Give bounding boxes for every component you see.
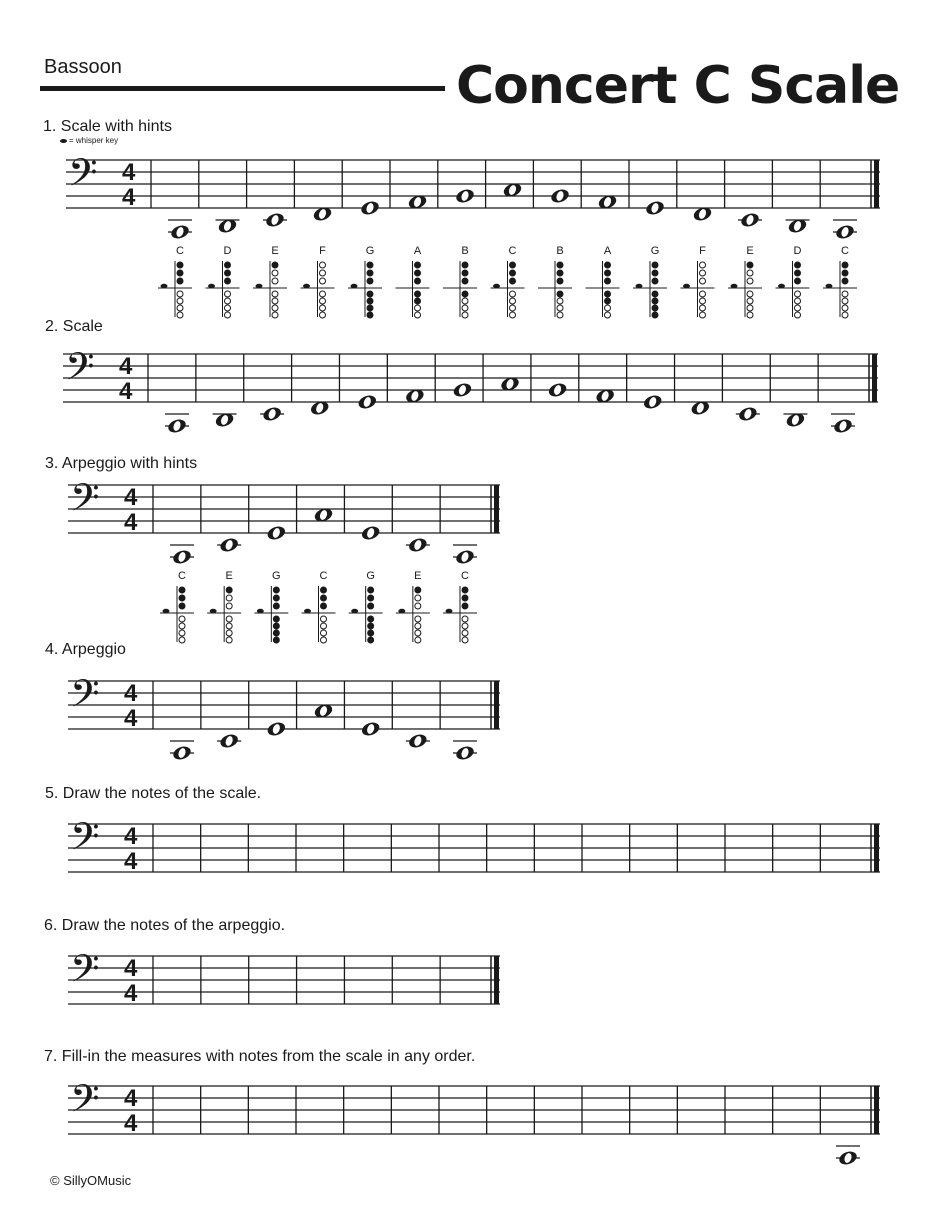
fingering-hole <box>842 312 848 318</box>
fingering-hole <box>462 278 468 284</box>
fingering-hole <box>179 587 185 593</box>
whisper-key-icon <box>446 609 453 613</box>
fingering-chart <box>396 586 430 643</box>
fingering-hole <box>177 262 183 268</box>
fingering-hole <box>605 278 611 284</box>
whole-note <box>359 199 380 216</box>
fingering-hole <box>605 298 611 304</box>
bass-clef-icon: 𝄢 <box>70 672 100 724</box>
fingering-hole <box>368 595 374 601</box>
whole-note <box>262 405 283 422</box>
whisper-key-icon <box>731 284 738 288</box>
fingering-hole <box>700 298 706 304</box>
fingering-hole <box>272 305 278 311</box>
fingering-hole <box>321 595 327 601</box>
bass-clef-icon: 𝄢 <box>70 476 100 528</box>
time-signature-top: 4 <box>119 353 133 380</box>
fingering-chart <box>207 586 241 643</box>
fingering-hole <box>795 262 801 268</box>
fingering-hole <box>415 630 421 636</box>
fingering-hole <box>795 270 801 276</box>
fingering-hole <box>321 587 327 593</box>
whole-note <box>644 199 665 216</box>
fingering-label: D <box>793 245 802 257</box>
fingering-hole <box>226 630 232 636</box>
fingering-hole <box>415 312 421 318</box>
staff-1 <box>66 151 880 318</box>
instrument-name: Bassoon <box>44 56 122 78</box>
fingering-chart <box>443 261 477 318</box>
fingering-hole <box>842 298 848 304</box>
fingering-hole <box>747 262 753 268</box>
fingering-hole <box>273 630 279 636</box>
fingering-hole <box>225 262 231 268</box>
whisper-key-icon <box>351 609 358 613</box>
fingering-hole <box>320 298 326 304</box>
whole-note <box>834 223 855 240</box>
fingering-hole <box>368 587 374 593</box>
fingering-chart <box>776 261 810 318</box>
final-barline-thick <box>874 1086 879 1134</box>
fingering-chart <box>206 261 240 318</box>
whisper-key-icon <box>778 284 785 288</box>
fingering-hole <box>320 262 326 268</box>
whisper-key-icon <box>163 609 170 613</box>
fingering-hole <box>557 262 563 268</box>
fingering-chart <box>158 261 192 318</box>
bass-clef-icon: 𝄢 <box>70 1077 100 1129</box>
fingering-hole <box>179 595 185 601</box>
fingering-hole <box>179 623 185 629</box>
fingering-hole <box>462 305 468 311</box>
whole-note <box>171 744 192 761</box>
fingering-hole <box>273 587 279 593</box>
whole-note <box>360 720 381 737</box>
fingering-hole <box>462 623 468 629</box>
fingering-hole <box>272 298 278 304</box>
fingering-label: F <box>319 245 326 257</box>
section-5-label: 5. Draw the notes of the scale. <box>45 785 262 802</box>
whisper-key-icon <box>161 284 168 288</box>
fingering-hole <box>177 291 183 297</box>
fingering-hole <box>179 603 185 609</box>
whole-note <box>547 381 568 398</box>
fingering-hole <box>510 298 516 304</box>
legend-text: = whisper key <box>69 136 119 145</box>
fingering-hole <box>273 616 279 622</box>
fingering-hole <box>177 298 183 304</box>
fingering-chart <box>443 586 477 643</box>
fingering-hole <box>273 637 279 643</box>
fingering-hole <box>842 305 848 311</box>
fingering-hole <box>225 270 231 276</box>
whisper-key-icon <box>683 284 690 288</box>
fingering-hole <box>273 603 279 609</box>
fingering-hole <box>652 262 658 268</box>
fingering-chart <box>254 586 288 643</box>
bass-clef-icon: 𝄢 <box>70 947 100 999</box>
time-signature-bottom: 4 <box>122 184 136 211</box>
fingering-hole <box>225 291 231 297</box>
fingering-hole <box>225 312 231 318</box>
fingering-chart <box>633 261 667 318</box>
whole-note <box>219 732 240 749</box>
fingering-hole <box>747 298 753 304</box>
whole-note <box>454 744 475 761</box>
fingering-hole <box>321 623 327 629</box>
fingering-hole <box>795 278 801 284</box>
fingering-hole <box>510 312 516 318</box>
fingering-label: E <box>225 570 233 582</box>
fingering-label: B <box>461 245 469 257</box>
staff-2 <box>63 345 878 435</box>
fingering-hole <box>652 278 658 284</box>
whole-note <box>266 720 287 737</box>
fingering-hole <box>557 312 563 318</box>
whole-note <box>739 211 760 228</box>
fingering-hole <box>415 595 421 601</box>
fingering-hole <box>652 312 658 318</box>
fingering-hole <box>462 603 468 609</box>
fingering-hole <box>368 630 374 636</box>
fingering-hole <box>415 278 421 284</box>
whole-note <box>737 405 758 422</box>
fingering-hole <box>272 270 278 276</box>
time-signature-bottom: 4 <box>124 848 138 875</box>
whisper-key-icon <box>256 284 263 288</box>
fingering-chart <box>253 261 287 318</box>
fingering-hole <box>462 616 468 622</box>
fingering-label: E <box>746 245 754 257</box>
fingering-hole <box>605 305 611 311</box>
section-4-label: 4. Arpeggio <box>45 641 126 658</box>
fingering-label: G <box>650 245 660 257</box>
fingering-hole <box>605 291 611 297</box>
fingering-hole <box>652 298 658 304</box>
fingering-label: D <box>223 245 232 257</box>
time-signature-top: 4 <box>124 823 138 850</box>
section-6-label: 6. Draw the notes of the arpeggio. <box>44 917 286 934</box>
fingering-hole <box>368 616 374 622</box>
final-barline-thick <box>874 160 879 208</box>
fingering-hole <box>605 312 611 318</box>
fingering-hole <box>321 630 327 636</box>
whisper-key-icon <box>208 284 215 288</box>
fingering-hole <box>179 630 185 636</box>
fingering-label: F <box>699 245 706 257</box>
fingering-chart <box>349 586 383 643</box>
fingering-chart <box>302 586 336 643</box>
fingering-label: C <box>461 570 469 582</box>
time-signature-bottom: 4 <box>124 705 138 732</box>
fingering-chart <box>160 586 194 643</box>
fingering-hole <box>367 305 373 311</box>
time-signature-bottom: 4 <box>124 1110 138 1137</box>
fingering-chart <box>396 261 430 318</box>
whole-note <box>360 524 381 541</box>
fingering-hole <box>842 278 848 284</box>
fingering-hole <box>367 298 373 304</box>
fingering-label: A <box>413 245 422 257</box>
staff-4 <box>68 672 500 762</box>
bass-clef-icon: 𝄢 <box>68 151 98 203</box>
fingering-hole <box>605 262 611 268</box>
final-barline-thick <box>494 956 499 1004</box>
fingering-hole <box>272 262 278 268</box>
fingering-hole <box>415 637 421 643</box>
fingering-hole <box>415 305 421 311</box>
page-title: Concert C Scale <box>456 56 900 116</box>
staff-3 <box>68 476 500 643</box>
fingering-label: E <box>271 245 279 257</box>
whisper-key-icon <box>493 284 500 288</box>
fingering-hole <box>747 312 753 318</box>
fingering-hole <box>415 270 421 276</box>
whole-note <box>407 732 428 749</box>
whole-note <box>266 524 287 541</box>
fingering-hole <box>510 270 516 276</box>
fingering-label: G <box>365 245 375 257</box>
fingering-hole <box>462 298 468 304</box>
fingering-hole <box>415 298 421 304</box>
whole-note <box>454 548 475 565</box>
fingering-chart <box>538 261 572 318</box>
whisper-key-icon <box>398 609 405 613</box>
whole-note <box>357 393 378 410</box>
fingering-hole <box>320 270 326 276</box>
fingering-hole <box>462 637 468 643</box>
fingering-hole <box>321 603 327 609</box>
whole-note <box>549 187 570 204</box>
time-signature-top: 4 <box>124 680 138 707</box>
fingering-hole <box>179 637 185 643</box>
fingering-hole <box>557 270 563 276</box>
fingering-hole <box>226 603 232 609</box>
fingering-hole <box>367 291 373 297</box>
time-signature-top: 4 <box>124 484 138 511</box>
whole-note <box>832 417 853 434</box>
fingering-hole <box>367 278 373 284</box>
final-barline-thick <box>494 485 499 533</box>
whole-note <box>171 548 192 565</box>
fingering-hole <box>272 291 278 297</box>
fingering-hole <box>179 616 185 622</box>
fingering-label: G <box>366 570 375 582</box>
final-barline-thick <box>874 824 879 872</box>
fingering-hole <box>700 305 706 311</box>
fingering-hole <box>795 298 801 304</box>
whisper-key-icon <box>210 609 217 613</box>
fingering-hole <box>700 278 706 284</box>
fingering-hole <box>321 637 327 643</box>
fingering-hole <box>842 262 848 268</box>
fingering-hole <box>795 312 801 318</box>
fingering-hole <box>510 291 516 297</box>
fingering-chart <box>301 261 335 318</box>
fingering-hole <box>225 298 231 304</box>
fingering-chart <box>348 261 382 318</box>
whole-note <box>642 393 663 410</box>
whisper-key-icon <box>351 284 358 288</box>
fingering-label: C <box>841 245 849 257</box>
whole-note <box>452 381 473 398</box>
fingering-label: C <box>508 245 517 257</box>
fingering-chart <box>823 261 857 318</box>
staff-7 <box>68 1077 880 1167</box>
time-signature-top: 4 <box>122 159 136 186</box>
fingering-hole <box>747 278 753 284</box>
whisper-key-icon <box>636 284 643 288</box>
fingering-hole <box>510 305 516 311</box>
fingering-hole <box>226 595 232 601</box>
fingering-hole <box>557 291 563 297</box>
fingering-hole <box>462 630 468 636</box>
whole-note <box>169 223 190 240</box>
staff-5 <box>68 815 880 875</box>
fingering-hole <box>177 278 183 284</box>
time-signature-top: 4 <box>124 955 138 982</box>
whole-note <box>264 211 285 228</box>
fingering-hole <box>557 305 563 311</box>
fingering-hole <box>462 587 468 593</box>
fingering-chart <box>728 261 762 318</box>
fingering-label: C <box>319 570 328 582</box>
whole-note <box>407 536 428 553</box>
bass-clef-icon: 𝄢 <box>65 345 95 397</box>
fingering-hole <box>225 278 231 284</box>
fingering-hole <box>415 262 421 268</box>
fingering-hole <box>700 312 706 318</box>
fingering-hole <box>273 623 279 629</box>
fingering-hole <box>415 623 421 629</box>
fingering-hole <box>320 291 326 297</box>
fingering-hole <box>842 270 848 276</box>
fingering-hole <box>700 270 706 276</box>
fingering-hole <box>842 291 848 297</box>
fingering-hole <box>368 637 374 643</box>
time-signature-top: 4 <box>124 1085 138 1112</box>
fingering-label: G <box>272 570 281 582</box>
fingering-hole <box>652 270 658 276</box>
fingering-hole <box>367 262 373 268</box>
fingering-hole <box>462 291 468 297</box>
copyright: © SillyOMusic <box>50 1173 132 1188</box>
fingering-hole <box>462 595 468 601</box>
fingering-hole <box>272 312 278 318</box>
fingering-hole <box>177 312 183 318</box>
fingering-label: B <box>556 245 564 257</box>
time-signature-bottom: 4 <box>124 980 138 1007</box>
section-1-label: 1. Scale with hints <box>43 118 172 135</box>
fingering-hole <box>747 291 753 297</box>
fingering-hole <box>320 312 326 318</box>
whole-note <box>166 417 187 434</box>
fingering-hole <box>367 312 373 318</box>
fingering-hole <box>225 305 231 311</box>
final-barline-thick <box>494 681 499 729</box>
fingering-hole <box>321 616 327 622</box>
fingering-chart <box>586 261 620 318</box>
fingering-hole <box>510 278 516 284</box>
fingering-chart <box>491 261 525 318</box>
fingering-hole <box>226 616 232 622</box>
fingering-hole <box>415 616 421 622</box>
whole-note <box>837 1149 858 1166</box>
fingering-hole <box>320 278 326 284</box>
time-signature-bottom: 4 <box>119 378 133 405</box>
fingering-hole <box>177 305 183 311</box>
fingering-label: A <box>603 245 612 257</box>
whisper-key-icon <box>826 284 833 288</box>
fingering-hole <box>462 270 468 276</box>
bass-clef-icon: 𝄢 <box>70 815 100 867</box>
whisper-key-icon <box>303 284 310 288</box>
fingering-hole <box>462 262 468 268</box>
time-signature-bottom: 4 <box>124 509 138 536</box>
fingering-hole <box>510 262 516 268</box>
fingering-hole <box>795 291 801 297</box>
fingering-hole <box>700 262 706 268</box>
fingering-hole <box>415 603 421 609</box>
fingering-hole <box>747 270 753 276</box>
whole-note <box>454 187 475 204</box>
fingering-hole <box>462 312 468 318</box>
fingering-hole <box>368 603 374 609</box>
fingering-hole <box>226 587 232 593</box>
fingering-label: E <box>414 570 422 582</box>
fingering-label: C <box>178 570 186 582</box>
fingering-hole <box>415 291 421 297</box>
fingering-hole <box>652 291 658 297</box>
fingering-hole <box>700 291 706 297</box>
section-3-label: 3. Arpeggio with hints <box>45 455 198 472</box>
whole-note <box>219 536 240 553</box>
staff-6 <box>68 947 500 1007</box>
fingering-hole <box>272 278 278 284</box>
fingering-hole <box>652 305 658 311</box>
fingering-hole <box>747 305 753 311</box>
fingering-hole <box>226 637 232 643</box>
fingering-label: C <box>176 245 184 257</box>
final-barline-thick <box>872 354 877 402</box>
fingering-hole <box>557 298 563 304</box>
section-7-label: 7. Fill-in the measures with notes from the scale in any order. <box>44 1048 476 1065</box>
fingering-hole <box>415 587 421 593</box>
fingering-hole <box>320 305 326 311</box>
fingering-hole <box>605 270 611 276</box>
fingering-hole <box>557 278 563 284</box>
section-2-label: 2. Scale <box>45 318 103 335</box>
whisper-key-icon <box>304 609 311 613</box>
whisper-key-icon <box>257 609 264 613</box>
fingering-hole <box>368 623 374 629</box>
fingering-chart <box>681 261 715 318</box>
fingering-hole <box>795 305 801 311</box>
fingering-hole <box>273 595 279 601</box>
fingering-hole <box>226 623 232 629</box>
fingering-hole <box>177 270 183 276</box>
fingering-hole <box>367 270 373 276</box>
